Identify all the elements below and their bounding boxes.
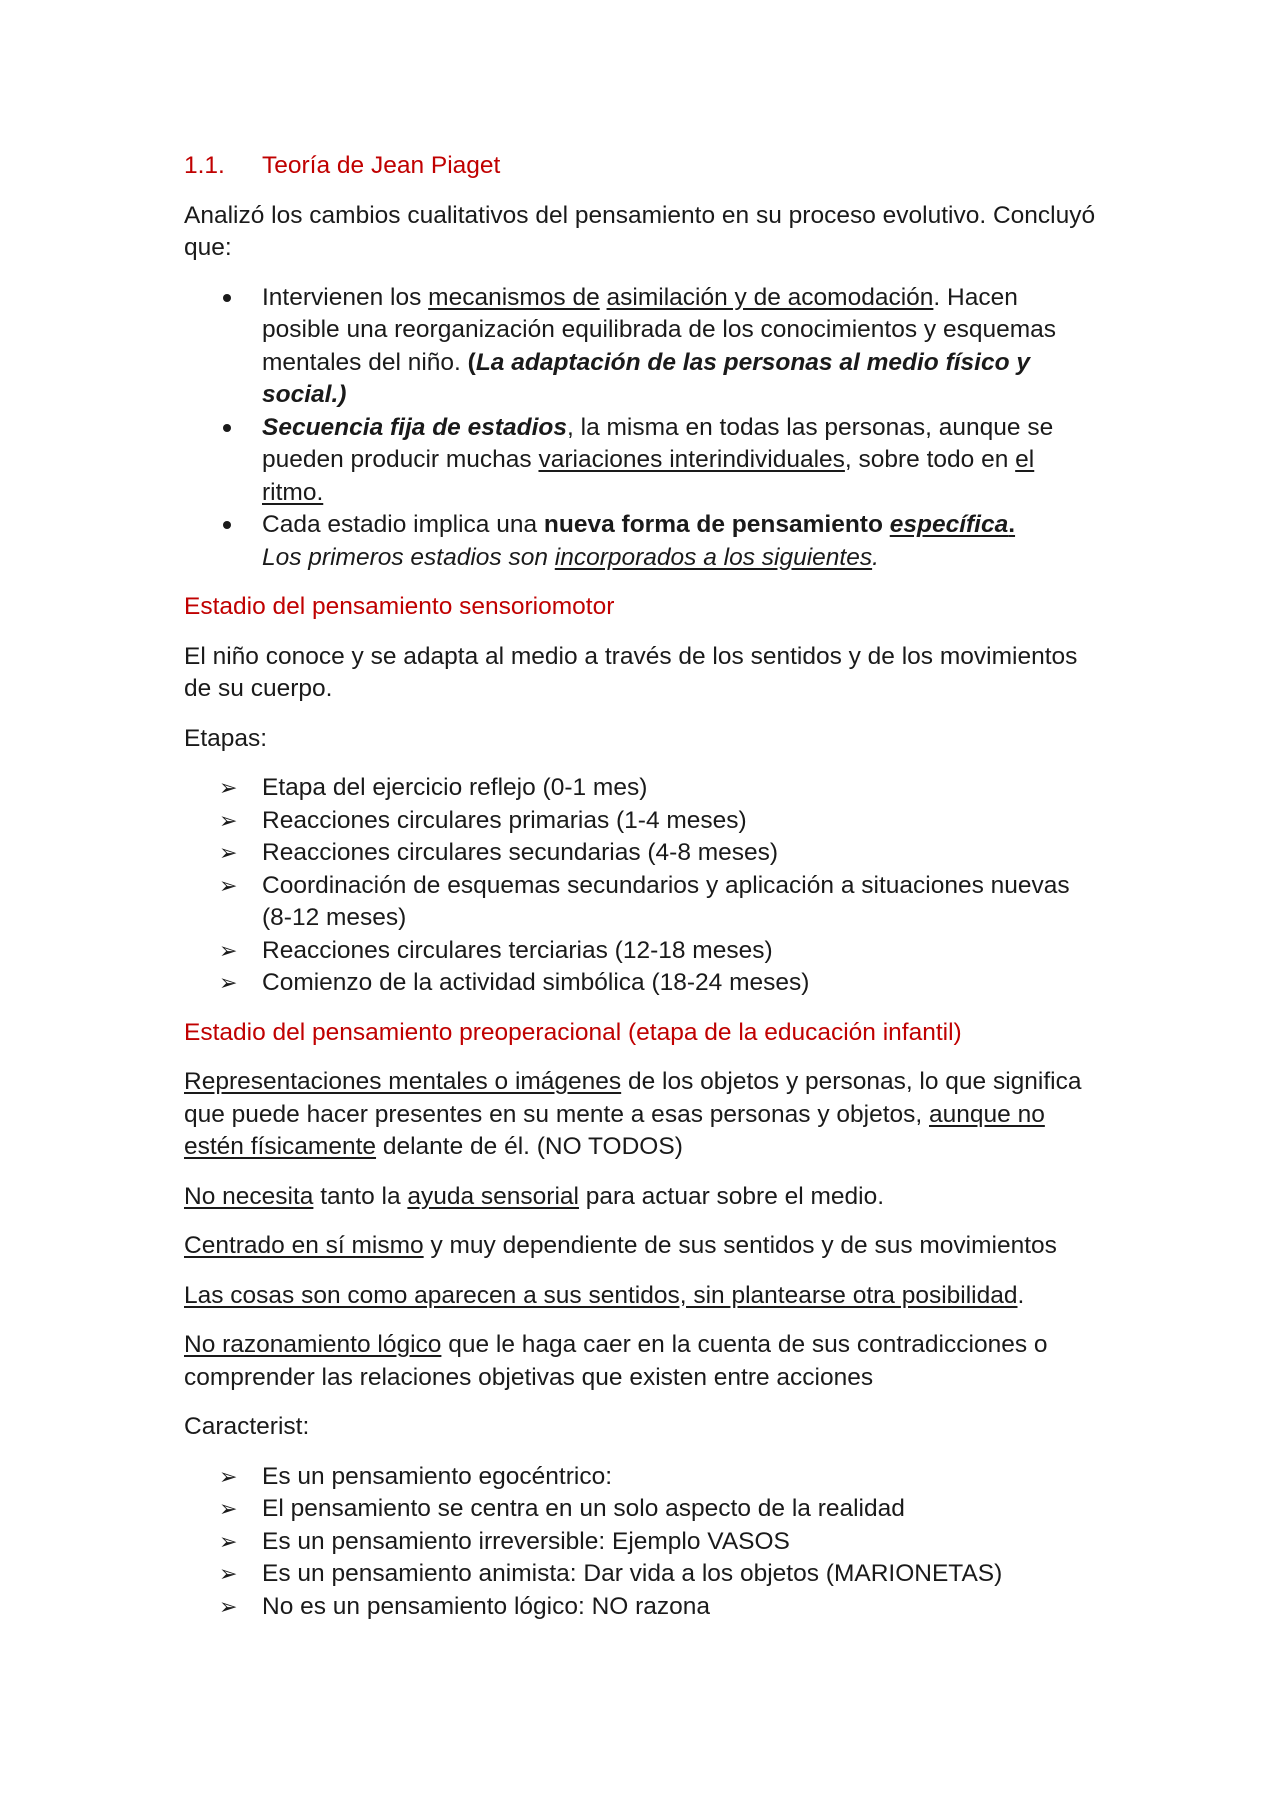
list-item (219, 1526, 1100, 1559)
list-item (219, 1461, 1100, 1494)
conclusions-list (184, 282, 1100, 575)
arrow-bullet-icon: ➢ (219, 1593, 238, 1619)
preoperacional-paragraph (184, 1230, 1100, 1263)
text-span: que le haga caer en la cuenta de sus contradicciones o comprender las relaciones objetivas que existen entre acciones (184, 1331, 1048, 1391)
arrow-bullet-icon: ➢ (219, 1496, 238, 1521)
text-span: , la misma en todas las personas, aunque se pueden producir muchas (262, 413, 1054, 473)
list-item (219, 935, 1100, 968)
list-item (219, 1558, 1100, 1591)
arrow-bullet-icon: ➢ (219, 807, 238, 833)
underlined-text: No necesita (184, 1182, 314, 1210)
text-span: Intervienen los (262, 283, 429, 311)
underlined-text: aunque no estén físicamente (184, 1100, 1045, 1160)
etapa-text: Coordinación de esquemas secundarios y aplicación a situaciones nuevas (8-12 meses) (262, 871, 1070, 931)
caract-text: No es un pensamiento lógico: NO razona (262, 1592, 711, 1620)
etapa-text: Reacciones circulares primarias (1-4 meses) (262, 806, 747, 834)
text-span (600, 284, 607, 311)
list-item (219, 870, 1100, 935)
list-item (219, 837, 1100, 870)
arrow-bullet-icon: ➢ (219, 775, 238, 800)
underlined-text: el ritmo. (262, 446, 1035, 506)
etapa-text: Etapa del ejercicio reflejo (0-1 mes) (262, 774, 648, 801)
preoperacional-title: Estadio del pensamiento preoperacional (etapa de la educación infantil) (184, 1018, 962, 1046)
preoperacional-paragraph (184, 1329, 1100, 1394)
etapa-text: Reacciones circulares terciarias (12-18 meses) (262, 936, 773, 964)
etapas-label: Etapas: (184, 724, 268, 752)
text-span: para actuar sobre el medio. (578, 1182, 885, 1210)
underlined-text: ayuda sensorial (407, 1182, 579, 1210)
underlined-text: variaciones interindividuales (538, 446, 845, 473)
caract-text: El pensamiento se centra en un solo aspecto de la realidad (262, 1495, 905, 1522)
arrow-bullet-icon: ➢ (219, 970, 238, 995)
list-item (219, 1493, 1100, 1526)
arrow-bullet-icon: ➢ (219, 937, 238, 963)
underlined-text: Centrado en sí mismo (184, 1232, 424, 1259)
text-span: . Hacen posible una reorganización equilibrada de los conocimientos y esquemas mentales del niño. (262, 283, 1057, 376)
list-item (219, 967, 1100, 1000)
arrow-bullet-icon: ➢ (219, 1528, 238, 1554)
text-span: . (1017, 1281, 1025, 1309)
underlined-text: Las cosas son como aparecen a sus sentidos, sin plantearse otra posibilidad (184, 1281, 1018, 1309)
arrow-bullet-icon: ➢ (219, 872, 238, 898)
caract-text: Es un pensamiento animista: Dar vida a los objetos (MARIONETAS) (262, 1560, 1003, 1587)
intro-paragraph: Analizó los cambios cualitativos del pensamiento en su proceso evolutivo. Concluyó que: (184, 201, 1096, 261)
caract-list (184, 1461, 1100, 1624)
bold-underlined-text: . (1008, 511, 1016, 538)
underlined-text: mecanismos de (428, 283, 600, 311)
etapa-text: Comienzo de la actividad simbólica (18-24 meses) (262, 969, 810, 996)
section-number: 1.1. (184, 152, 225, 179)
text-span: delante de él. (NO TODOS) (376, 1133, 683, 1160)
etapa-text: Reacciones circulares secundarias (4-8 meses) (262, 839, 779, 866)
preoperacional-paragraph (184, 1181, 1100, 1214)
underlined-text: asimilación y de acomodación (606, 283, 934, 311)
section-title: Teoría de Jean Piaget (262, 152, 501, 179)
list-item (219, 1591, 1100, 1624)
bold-text: ( (467, 348, 476, 376)
text-span: de los objetos y personas, lo que significa que puede hacer presentes en su mente a esas personas y objetos, (184, 1068, 1082, 1128)
bold-italic-underlined-text: específica (889, 511, 1009, 538)
text-span: y muy dependiente de sus sentidos y de sus movimientos (423, 1232, 1057, 1259)
bold-italic-text: Secuencia fija de estadios (262, 413, 568, 441)
preoperacional-paragraph (184, 1280, 1100, 1313)
list-item (262, 412, 1100, 510)
italic-text: Los primeros estadios son (262, 543, 555, 571)
text-span: Cada estadio implica una (262, 511, 544, 538)
arrow-bullet-icon: ➢ (219, 840, 238, 865)
underlined-text: Representaciones mentales o imágenes (184, 1068, 622, 1095)
sensoriomotor-desc: El niño conoce y se adapta al medio a través de los sentidos y de los movimientos de su cuerpo. (184, 642, 1078, 702)
preoperacional-paragraph (184, 1066, 1100, 1164)
text-span: tanto la (313, 1182, 408, 1210)
etapas-list (184, 772, 1100, 1000)
sensoriomotor-title: Estadio del pensamiento sensoriomotor (184, 593, 615, 620)
bold-text: nueva forma de pensamiento (543, 511, 890, 538)
list-item (219, 772, 1100, 805)
italic-underlined-text: incorporados a los siguientes (554, 543, 873, 571)
list-item (262, 509, 1100, 574)
caract-text: Es un pensamiento egocéntrico: (262, 1462, 613, 1490)
arrow-bullet-icon: ➢ (219, 1463, 238, 1489)
italic-text: . (872, 543, 879, 571)
list-item (219, 805, 1100, 838)
underlined-text: No razonamiento lógico (184, 1331, 442, 1358)
list-item (262, 282, 1100, 412)
section-heading (184, 150, 1100, 183)
text-span: , sobre todo en (844, 446, 1016, 473)
arrow-bullet-icon: ➢ (219, 1561, 238, 1586)
bold-italic-text: La adaptación de las personas al medio físico y social.) (262, 348, 1030, 408)
caract-text: Es un pensamiento irreversible: Ejemplo VASOS (262, 1527, 790, 1555)
caract-label: Caracterist: (184, 1413, 310, 1440)
